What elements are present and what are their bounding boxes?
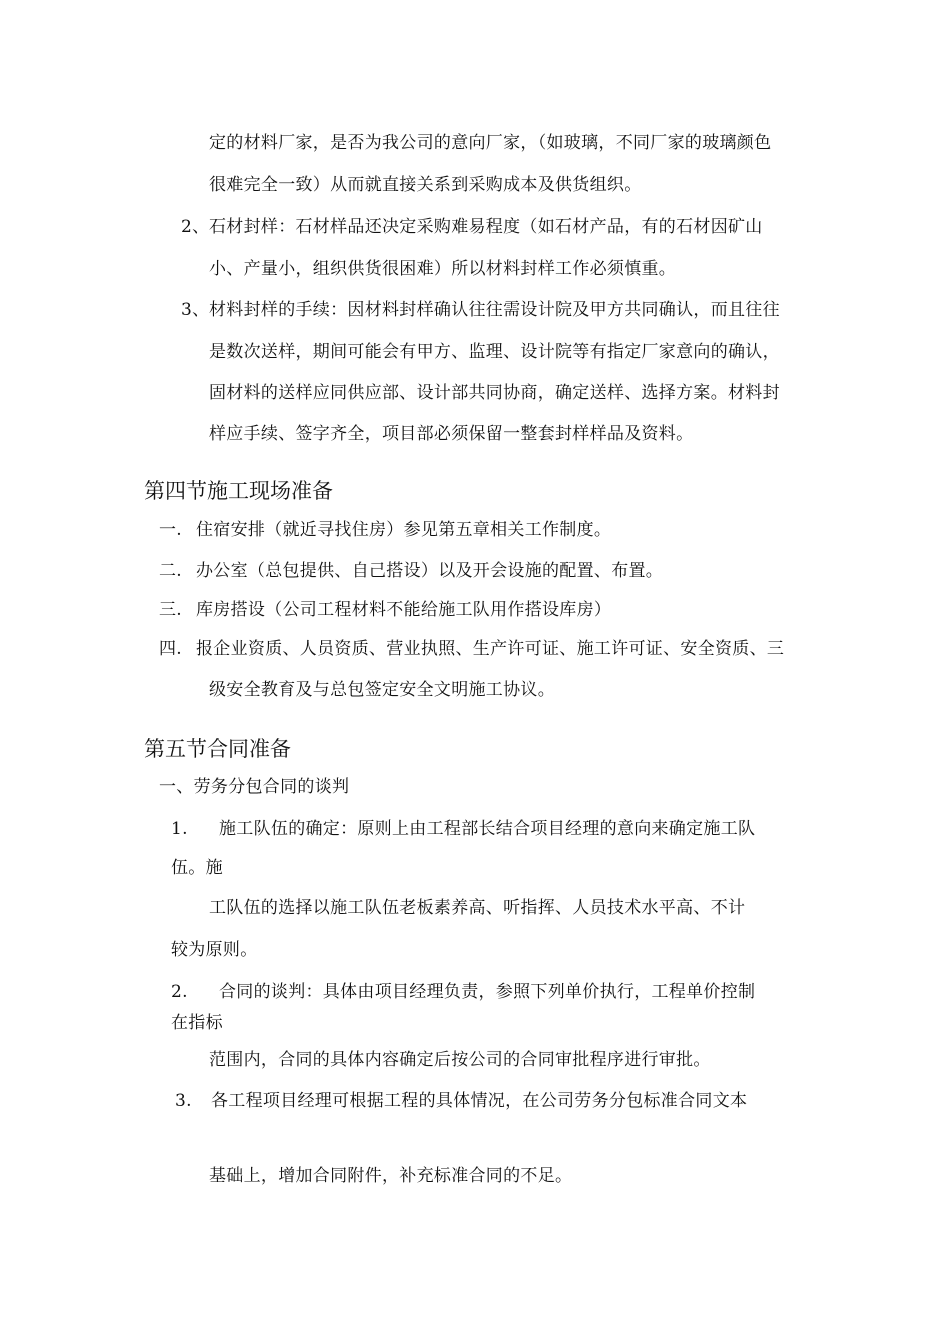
list-item-line: 各工程项目经理可根据工程的具体情况，在公司劳务分包标准合同文本 [211, 1091, 748, 1111]
list-item-line: 基础上，增加合同附件，补充标准合同的不足。 [209, 1166, 573, 1186]
list-marker: 三. [159, 600, 183, 620]
list-item-line: 库房搭设（公司工程材料不能给施工队用作搭设库房） [196, 600, 612, 620]
list-item-line: 固材料的送样应同供应部、设计部共同协商，确定送样、选择方案。材料封 [209, 383, 780, 403]
section-heading: 第四节施工现场准备 [144, 479, 333, 503]
section-heading: 第五节合同准备 [144, 737, 291, 761]
list-item-line: 石材封样：石材样品还决定采购难易程度（如石材产品，有的石材因矿山 [209, 217, 763, 237]
list-item-line: 样应手续、签字齐全，项目部必须保留一整套封样样品及资料。 [209, 424, 694, 444]
intro-line: 很难完全一致）从而就直接关系到采购成本及供货组织。 [209, 175, 642, 195]
list-item-line: 施工队伍的确定：原则上由工程部长结合项目经理的意向来确定施工队 [219, 819, 756, 839]
intro-line: 定的材料厂家，是否为我公司的意向厂家，（如玻璃，不同厂家的玻璃颜色 [209, 133, 772, 153]
list-marker: 2. [171, 982, 188, 1002]
list-item-line: 工队伍的选择以施工队伍老板素养高、听指挥、人员技术水平高、不计 [209, 898, 746, 918]
list-item-line: 报企业资质、人员资质、营业执照、生产许可证、施工许可证、安全资质、三 [196, 639, 785, 659]
list-item-line: 住宿安排（就近寻找住房）参见第五章相关工作制度。 [196, 520, 612, 540]
list-item-line: 较为原则。 [171, 940, 258, 960]
list-marker: 3、 [181, 300, 210, 320]
list-item-line: 在指标 [171, 1013, 223, 1033]
list-item-line: 是数次送样，期间可能会有甲方、监理、设计院等有指定厂家意向的确认， [209, 342, 780, 362]
list-marker: 四. [159, 639, 183, 659]
list-item-line: 范围内，合同的具体内容确定后按公司的合同审批程序进行审批。 [209, 1050, 711, 1070]
list-marker: 3. [175, 1091, 192, 1111]
list-item-line: 小、产量小，组织供货很困难）所以材料封样工作必须慎重。 [209, 259, 677, 279]
list-marker: 一. [159, 520, 183, 540]
list-item-line: 合同的谈判：具体由项目经理负责，参照下列单价执行，工程单价控制 [219, 982, 756, 1002]
list-marker: 1. [171, 819, 188, 839]
list-item-line: 办公室（总包提供、自己搭设）以及开会设施的配置、布置。 [196, 561, 664, 581]
list-item-line: 级安全教育及与总包签定安全文明施工协议。 [209, 680, 555, 700]
list-item-line: 伍。施 [171, 858, 223, 878]
list-item-line: 材料封样的手续：因材料封样确认往往需设计院及甲方共同确认，而且往往 [209, 300, 780, 320]
subheading: 一、劳务分包合同的谈判 [159, 777, 350, 797]
list-marker: 二. [159, 561, 183, 581]
list-marker: 2、 [181, 217, 210, 237]
